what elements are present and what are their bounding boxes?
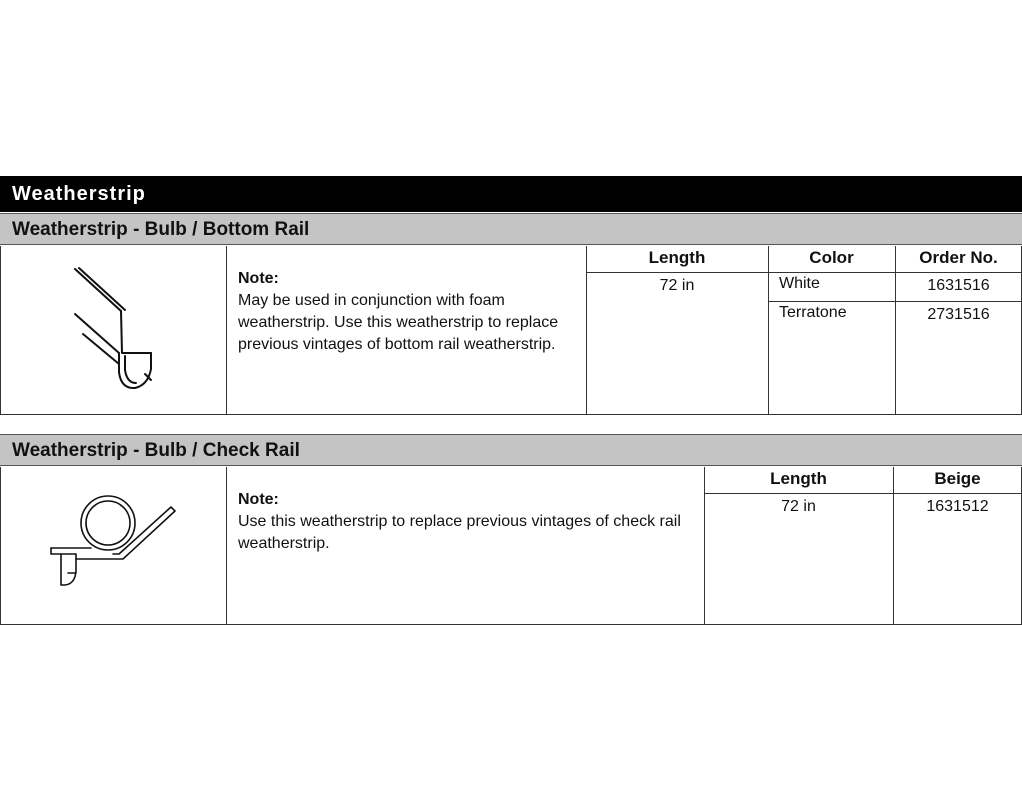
order-no-value: 1631516 bbox=[927, 277, 990, 294]
column-header-order-no: Order No. bbox=[919, 248, 998, 267]
column-header-beige: Beige bbox=[934, 469, 981, 488]
length-value: 72 in bbox=[659, 277, 695, 294]
length-value: 72 in bbox=[781, 498, 816, 515]
column-header-color: Color bbox=[809, 248, 854, 267]
bulb-bottom-rail-profile-icon bbox=[1, 246, 226, 414]
order-no-value: 2731516 bbox=[927, 306, 990, 323]
column-header-length: Length bbox=[648, 248, 706, 267]
order-no-value: 1631512 bbox=[926, 498, 989, 515]
note-label: Note: bbox=[238, 491, 279, 508]
note-label: Note: bbox=[238, 270, 279, 287]
section-title-bottom-rail: Weatherstrip - Bulb / Bottom Rail bbox=[0, 213, 1022, 245]
section-title-check-rail: Weatherstrip - Bulb / Check Rail bbox=[0, 434, 1022, 466]
check-rail-note bbox=[238, 489, 698, 555]
bottom-rail-note bbox=[238, 268, 568, 356]
check-rail-panel bbox=[0, 467, 1022, 625]
note-text: Use this weatherstrip to replace previous vintages of check rail weatherstrip. bbox=[238, 513, 681, 552]
color-value: Terratone bbox=[779, 304, 847, 321]
column-header-length: Length bbox=[770, 469, 827, 488]
page-title: Weatherstrip bbox=[0, 176, 1022, 212]
bulb-check-rail-profile-icon bbox=[1, 467, 226, 624]
color-value: White bbox=[779, 275, 820, 292]
bottom-rail-panel bbox=[0, 246, 1022, 415]
note-text: May be used in conjunction with foam weatherstrip. Use this weatherstrip to replace previous vintages of bottom rail weatherstrip. bbox=[238, 292, 559, 353]
